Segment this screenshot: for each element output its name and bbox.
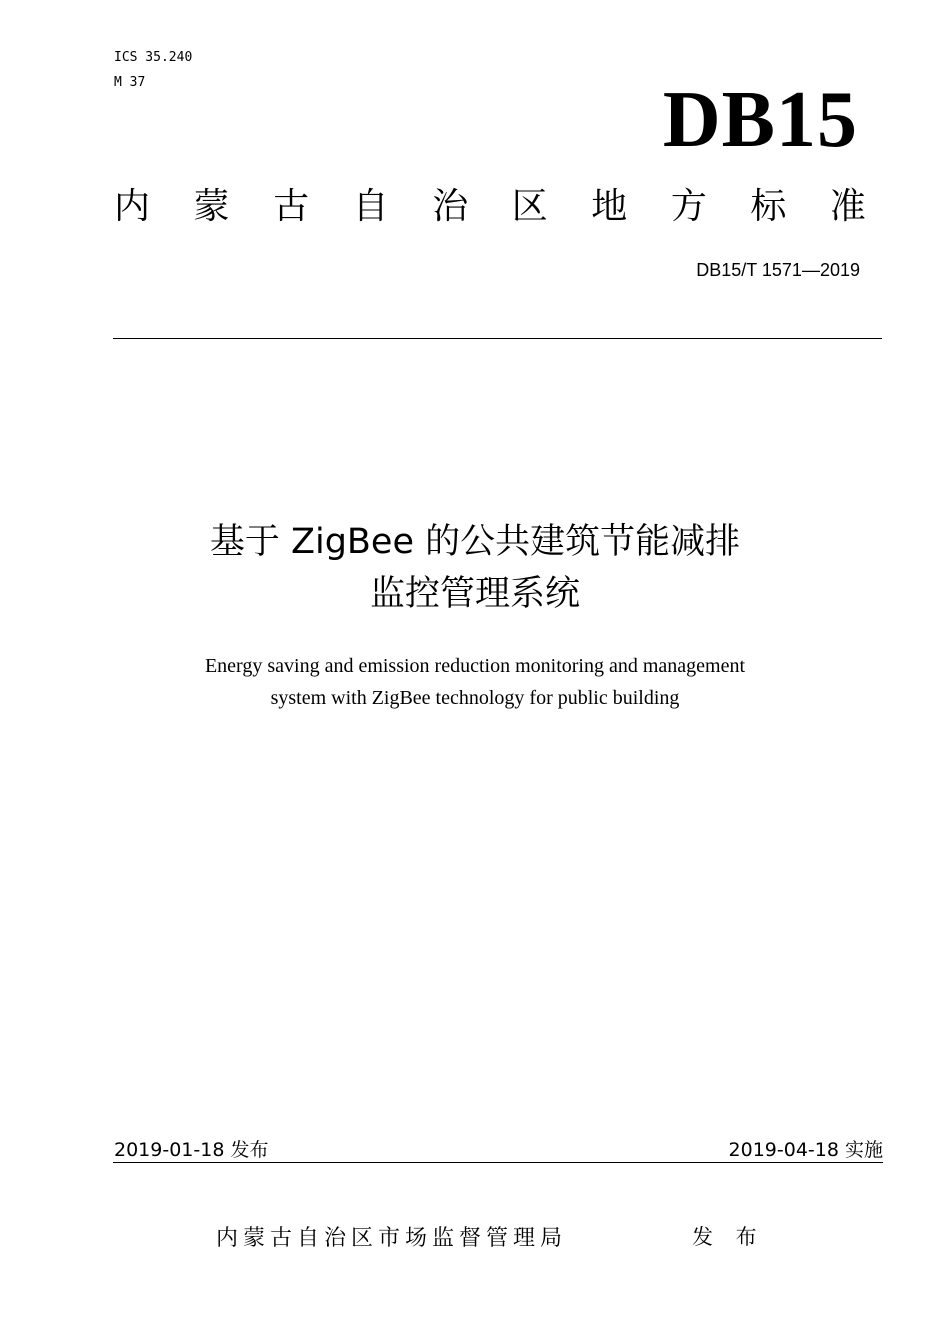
footer-divider	[113, 1162, 883, 1163]
standard-type	[114, 185, 866, 229]
standard-type-char: 蒙	[193, 186, 230, 227]
standard-type-char: 标	[750, 186, 787, 227]
chinese-title-line-2: 监控管理系统	[369, 574, 580, 614]
standard-type-char: 方	[670, 186, 707, 227]
classification-code: M 37	[114, 75, 146, 90]
english-title-line-2: system with ZigBee technology for public building	[270, 687, 680, 709]
standard-number: DB15/T 1571—2019	[696, 260, 860, 280]
issue-label: 发 布	[692, 1225, 765, 1249]
chinese-title	[0, 516, 950, 620]
standard-type-char: 准	[829, 186, 866, 227]
implement-date: 2019-04-18 实施	[728, 1139, 883, 1161]
chinese-title-line-1: 基于 ZigBee 的公共建筑节能减排	[209, 522, 741, 562]
standard-type-char: 治	[432, 186, 469, 227]
standard-mark: DB15	[662, 76, 858, 164]
english-title-line-1: Energy saving and emission reduction monitoring and management	[204, 655, 746, 677]
issuing-authority: 内蒙古自治区市场监督管理局	[216, 1226, 568, 1251]
standard-type-char: 古	[273, 186, 310, 227]
header-divider	[113, 338, 882, 339]
english-title	[0, 650, 950, 714]
publish-date: 2019-01-18 发布	[114, 1139, 269, 1161]
standard-type-char: 自	[352, 186, 389, 227]
standard-type-char: 地	[591, 186, 628, 227]
ics-code: ICS 35.240	[114, 50, 193, 65]
standard-type-char: 区	[511, 186, 548, 227]
standard-type-char: 内	[114, 186, 151, 227]
